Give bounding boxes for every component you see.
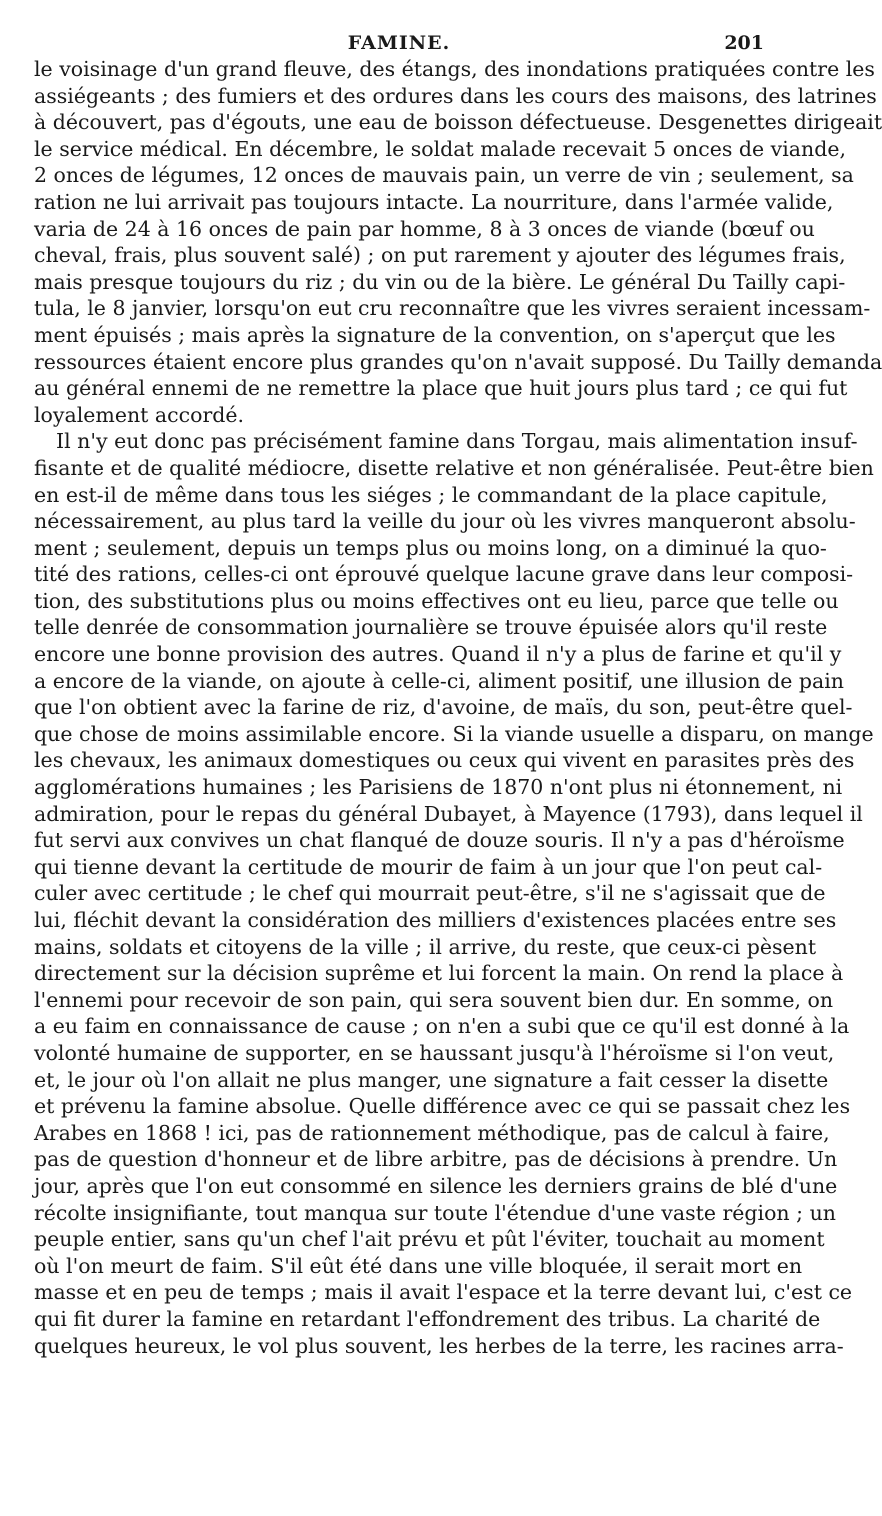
text-line: cheval, frais, plus souvent salé) ; on put rarement y ajouter des légumes frais, — [34, 243, 846, 268]
text-line: les chevaux, les animaux domestiques ou ceux qui vivent en parasites près des — [34, 748, 855, 773]
text-line: telle denrée de consommation journalière se trouve épuisée alors qu'il reste — [34, 615, 828, 640]
text-line: peuple entier, sans qu'un chef l'ait prévu et pût l'éviter, touchait au moment — [34, 1227, 825, 1252]
text-line: a eu faim en connaissance de cause ; on n'en a subi que ce qu'il est donné à la — [34, 1014, 850, 1039]
body-text — [34, 56, 882, 1359]
text-line: encore une bonne provision des autres. Quand il n'y a plus de farine et qu'il y — [34, 642, 842, 667]
text-line: mais presque toujours du riz ; du vin ou de la bière. Le général Du Tailly capi- — [34, 269, 846, 294]
text-line: agglomérations humaines ; les Parisiens de 1870 n'ont plus ni étonnement, ni — [34, 775, 843, 800]
text-line: nécessairement, au plus tard la veille du jour où les vivres manqueront absolu- — [34, 509, 856, 534]
text-line: varia de 24 à 16 onces de pain par homme, 8 à 3 onces de viande (bœuf ou — [34, 216, 815, 241]
text-line: mains, soldats et citoyens de la ville ; il arrive, du reste, que ceux-ci pèsent — [34, 934, 817, 959]
text-line: à découvert, pas d'égouts, une eau de boisson défectueuse. Desgenettes dirigeait — [34, 110, 882, 135]
text-line: qui fit durer la famine en retardant l'effondrement des tribus. La charité de — [34, 1306, 821, 1331]
paragraph — [34, 56, 882, 428]
text-line: l'ennemi pour recevoir de son pain, qui sera souvent bien dur. En somme, on — [34, 987, 834, 1012]
text-line: en est-il de même dans tous les siéges ; le commandant de la place capitule, — [34, 482, 828, 507]
text-line: loyalement accordé. — [34, 402, 245, 427]
text-line: jour, après que l'on eut consommé en silence les derniers grains de blé d'une — [34, 1173, 838, 1198]
text-line: le service médical. En décembre, le soldat malade recevait 5 onces de viande, — [34, 136, 846, 161]
text-line: masse et en peu de temps ; mais il avait l'espace et la terre devant lui, c'est ce — [34, 1280, 853, 1305]
text-line: que chose de moins assimilable encore. Si la viande usuelle a disparu, on mange — [34, 721, 874, 746]
text-line: pas de question d'honneur et de libre arbitre, pas de décisions à prendre. Un — [34, 1147, 838, 1172]
text-line: que l'on obtient avec la farine de riz, d'avoine, de maïs, du son, peut-être quel- — [34, 695, 853, 720]
text-line: directement sur la décision suprême et lui forcent la main. On rend la place à — [34, 961, 844, 986]
text-line: volonté humaine de supporter, en se haussant jusqu'à l'héroïsme si l'on veut, — [34, 1040, 835, 1065]
text-line: fisante et de qualité médiocre, disette relative et non généralisée. Peut-être bien — [34, 455, 874, 480]
text-line: tula, le 8 janvier, lorsqu'on eut cru reconnaître que les vivres seraient incessam- — [34, 296, 871, 321]
text-line: ressources étaient encore plus grandes qu'on n'avait supposé. Du Tailly demanda — [34, 349, 882, 374]
text-line: qui tienne devant la certitude de mourir de faim à un jour que l'on peut cal- — [34, 854, 823, 879]
text-line: Arabes en 1868 ! ici, pas de rationnement méthodique, pas de calcul à faire, — [34, 1120, 830, 1145]
text-line: culer avec certitude ; le chef qui mourrait peut-être, s'il ne s'agissait que de — [34, 881, 826, 906]
text-line: quelques heureux, le vol plus souvent, les herbes de la terre, les racines arra- — [34, 1333, 844, 1358]
page-header — [34, 30, 764, 56]
text-line: au général ennemi de ne remettre la place que huit jours plus tard ; ce qui fut — [34, 376, 848, 401]
text-line: où l'on meurt de faim. S'il eût été dans une ville bloquée, il serait mort en — [34, 1253, 803, 1278]
text-line: ration ne lui arrivait pas toujours intacte. La nourriture, dans l'armée valide, — [34, 189, 834, 214]
text-line: admiration, pour le repas du général Dubayet, à Mayence (1793), dans lequel il — [34, 801, 863, 826]
running-title: FAMINE. — [347, 32, 451, 54]
text-line: fut servi aux convives un chat flanqué de douze souris. Il n'y a pas d'héroïsme — [34, 828, 845, 853]
text-line: Il n'y eut donc pas précisément famine dans Torgau, mais alimentation insuf- — [56, 429, 858, 454]
text-line: ment ; seulement, depuis un temps plus ou moins long, on a diminué la quo- — [34, 535, 827, 560]
text-line: 2 onces de légumes, 12 onces de mauvais pain, un verre de vin ; seulement, sa — [34, 163, 854, 188]
text-line: lui, fléchit devant la considération des milliers d'existences placées entre ses — [34, 908, 837, 932]
page-number: 201 — [724, 32, 764, 54]
text-line: et, le jour où l'on allait ne plus manger, une signature a fait cesser la disette — [34, 1067, 829, 1092]
text-line: tité des rations, celles-ci ont éprouvé quelque lacune grave dans leur composi- — [34, 562, 854, 587]
text-line: récolte insignifiante, tout manqua sur toute l'étendue d'une vaste région ; un — [34, 1200, 836, 1225]
text-line: ment épuisés ; mais après la signature de la convention, on s'aperçut que les — [34, 322, 836, 347]
paragraph — [34, 428, 874, 1359]
text-line: a encore de la viande, on ajoute à celle-ci, aliment positif, une illusion de pain — [34, 668, 844, 693]
text-line: le voisinage d'un grand fleuve, des étangs, des inondations pratiquées contre les — [34, 57, 875, 81]
text-line: et prévenu la famine absolue. Quelle différence avec ce qui se passait chez les — [34, 1094, 851, 1119]
text-line: assiégeants ; des fumiers et des ordures dans les cours des maisons, des latrines — [34, 83, 877, 108]
text-line: tion, des substitutions plus ou moins effectives ont eu lieu, parce que telle ou — [34, 588, 839, 613]
